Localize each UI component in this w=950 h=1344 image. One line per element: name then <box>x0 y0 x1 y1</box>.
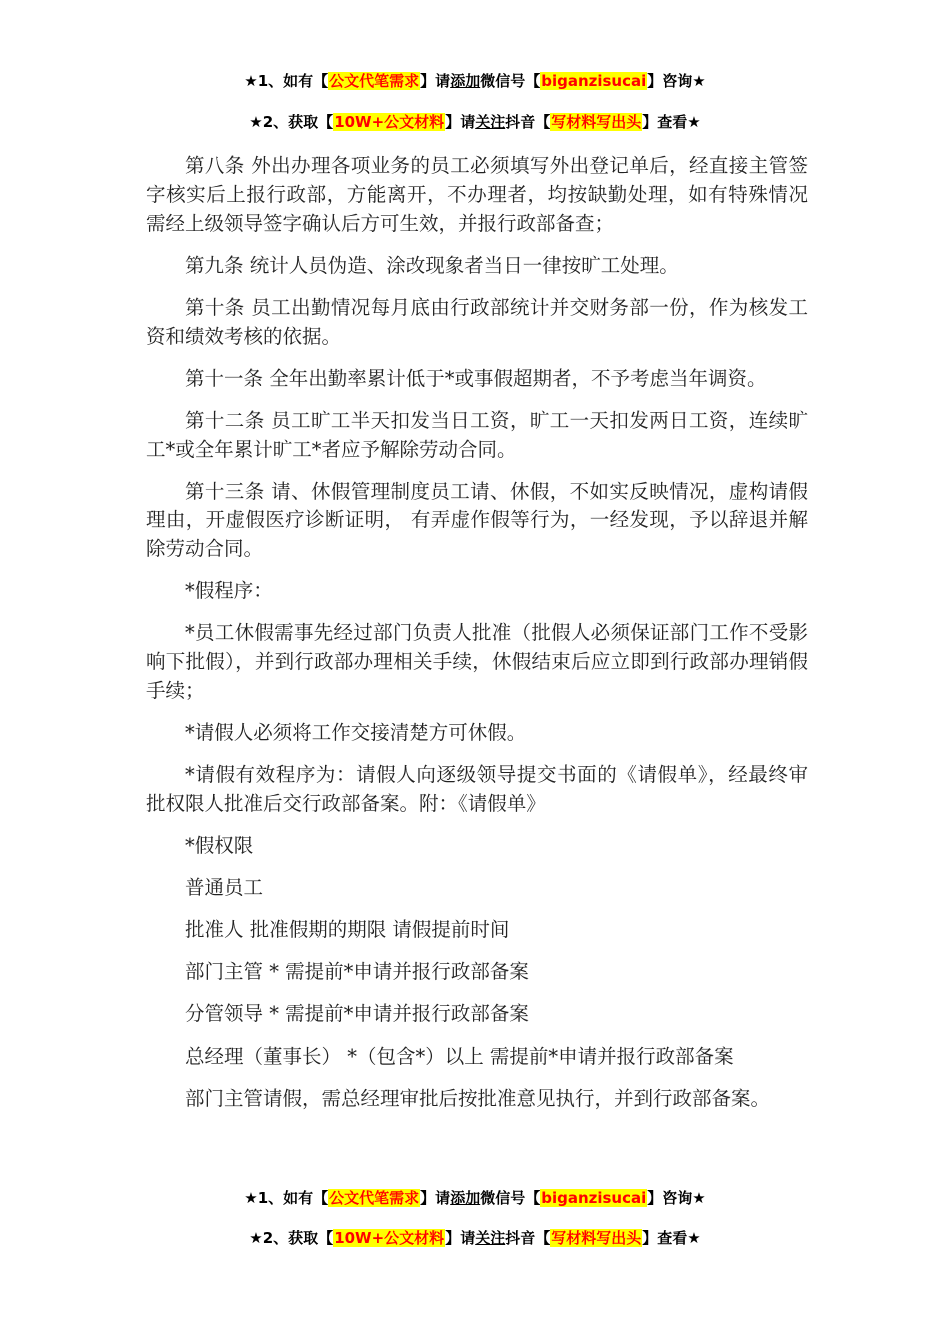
banner-highlight: biganzisucai <box>541 72 647 90</box>
banner-highlight: 写材料写出头 <box>551 1229 642 1247</box>
paragraph-article-10: 第十条 员工出勤情况每月底由行政部统计并交财务部一份，作为核发工资和绩效考核的依据。 <box>146 295 808 348</box>
banner-underline: 关注 <box>475 113 506 131</box>
paragraph-article-13: 第十三条 请、休假管理制度员工请、休假，不如实反映情况，虚构请假理由，开虚假医疗诊断证明， 有弄虚作假等行为，一经发现，予以辞退并解除劳动合同。 <box>146 479 808 561</box>
paragraph-general-manager-row: 总经理（董事长） *（包含*）以上 需提前*申请并报行政部备案 <box>185 1044 734 1068</box>
banner-text: 】咨询★ <box>647 72 706 90</box>
banner-highlight: 写材料写出头 <box>551 113 642 131</box>
document-body <box>146 152 808 1127</box>
paragraph-leave-procedure-heading: *假程序： <box>185 579 273 603</box>
banner-text: 】请 <box>445 113 476 131</box>
banner-text: 】请 <box>445 1229 476 1247</box>
banner-underline: 添加 <box>450 72 481 90</box>
banner-text: 微信号【 <box>480 1189 541 1207</box>
paragraph-article-8: 第八条 外出办理各项业务的员工必须填写外出登记单后，经直接主管签字核实后上报行政部，方能离开，不办理者，均按缺勤处理，如有特殊情况需经上级领导签字确认后方可生效，并报行政部备查； <box>146 154 808 235</box>
paragraph-dept-manager-row: 部门主管 * 需提前*申请并报行政部备案 <box>185 960 529 984</box>
banner-text: 抖音【 <box>505 113 551 131</box>
header-banner-line-2 <box>0 111 950 133</box>
banner-highlight: biganzisucai <box>541 1189 647 1207</box>
banner-text: 抖音【 <box>505 1229 551 1247</box>
banner-highlight: 10W+公文材料 <box>334 1229 445 1247</box>
banner-text: 】查看★ <box>642 113 701 131</box>
paragraph-table-header: 批准人 批准假期的期限 请假提前时间 <box>185 918 510 942</box>
banner-text: ★1、如有【 <box>244 72 329 90</box>
banner-text: 】查看★ <box>642 1229 701 1247</box>
paragraph-article-11: 第十一条 全年出勤率累计低于*或事假超期者，不予考虑当年调资。 <box>185 366 767 390</box>
paragraph-authority-heading: *假权限 <box>185 834 254 858</box>
banner-highlight: 公文代笔需求 <box>329 1189 420 1207</box>
footer-banner-line-2 <box>0 1227 950 1249</box>
banner-text: 】咨询★ <box>647 1189 706 1207</box>
banner-underline: 关注 <box>475 1229 506 1247</box>
paragraph-leave-approval: *员工休假需事先经过部门负责人批准（批假人必须保证部门工作不受影响下批假），并到行政部办理相关手续，休假结束后应立即到行政部办理销假手续； <box>146 621 808 703</box>
banner-text: ★2、获取【 <box>249 1229 334 1247</box>
paragraph-article-9: 第九条 统计人员伪造、涂改现象者当日一律按旷工处理。 <box>185 253 679 277</box>
banner-text: 】请 <box>420 1189 451 1207</box>
paragraph-division-leader-row: 分管领导 * 需提前*申请并报行政部备案 <box>185 1002 529 1026</box>
paragraph-handover: *请假人必须将工作交接清楚方可休假。 <box>185 721 527 745</box>
banner-highlight: 公文代笔需求 <box>329 72 420 90</box>
paragraph-article-12: 第十二条 员工旷工半天扣发当日工资，旷工一天扣发两日工资，连续旷工*或全年累计旷工*者应予解除劳动合同。 <box>146 408 808 461</box>
banner-text: ★1、如有【 <box>244 1189 329 1207</box>
footer-banner-line-1 <box>0 1187 950 1209</box>
banner-highlight: 10W+公文材料 <box>334 113 445 131</box>
banner-underline: 添加 <box>450 1189 481 1207</box>
banner-text: 】请 <box>420 72 451 90</box>
banner-text: 微信号【 <box>480 72 541 90</box>
paragraph-ordinary-staff: 普通员工 <box>185 876 264 900</box>
header-banner-line-1 <box>0 70 950 92</box>
banner-text: ★2、获取【 <box>249 113 334 131</box>
paragraph-dept-manager-leave: 部门主管请假，需总经理审批后按批准意见执行，并到行政部备案。 <box>185 1086 771 1110</box>
paragraph-valid-procedure: *请假有效程序为：请假人向逐级领导提交书面的《请假单》，经最终审批权限人批准后交行政部备案。附：《请假单》 <box>146 763 808 816</box>
